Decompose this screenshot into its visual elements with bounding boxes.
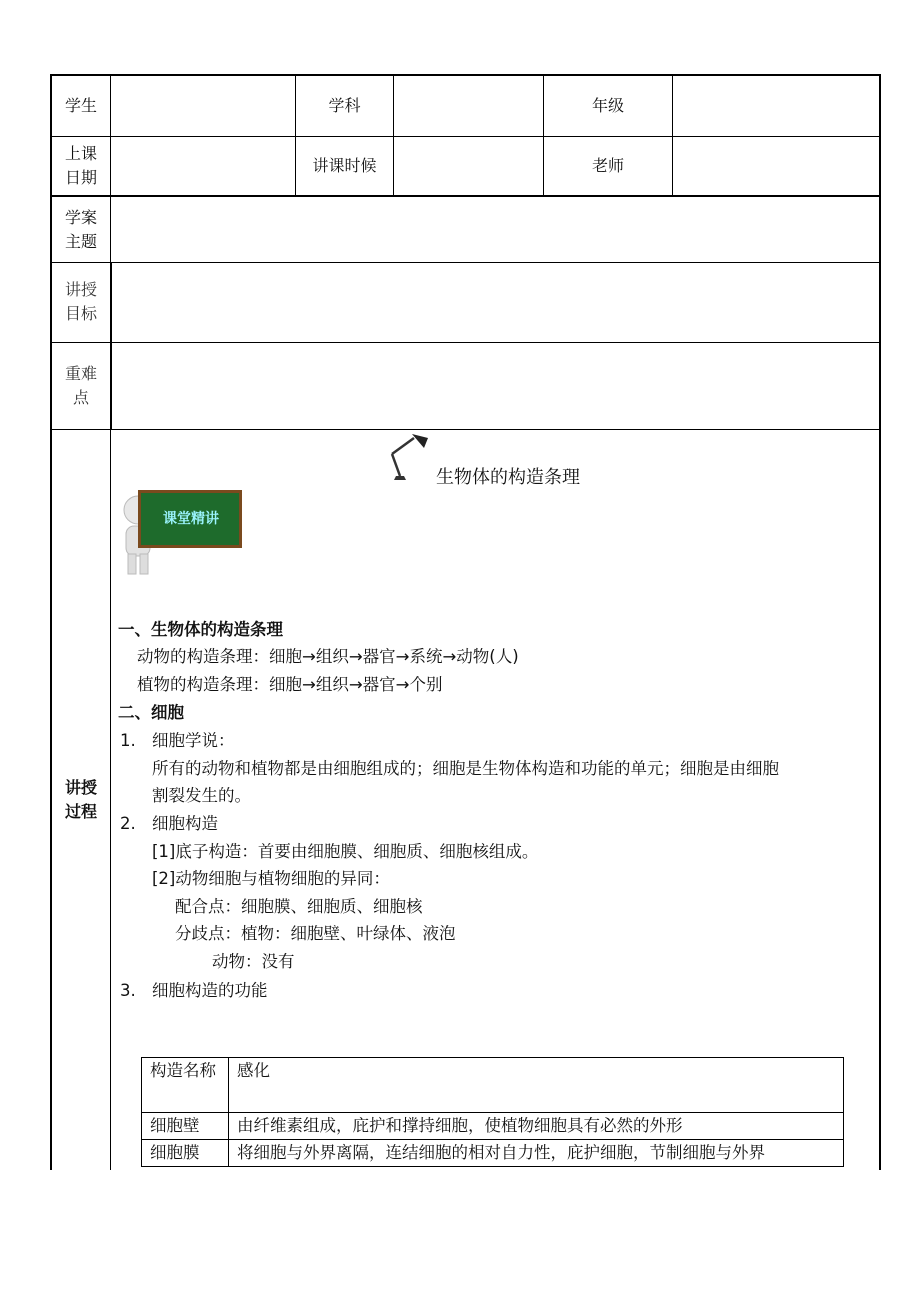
row-divider	[50, 195, 881, 197]
row-divider	[50, 342, 881, 343]
plant-structure-line: 植物的构造条理：细胞→组织→器官→个别	[137, 675, 443, 694]
item2-sub1: [1]底子构造：首要由细胞膜、细胞质、细胞核组成。	[152, 842, 539, 861]
item2-number: 2.	[120, 814, 136, 833]
process-label: 讲授 过程	[64, 778, 97, 821]
time-label: 讲课时候	[312, 156, 377, 175]
section2-heading: 二、细胞	[118, 703, 184, 722]
table-row	[142, 1140, 844, 1167]
table-cell: 由纤维素组成，庇护和撑持细胞，使植物细胞具有必然的外形	[229, 1113, 844, 1140]
lesson-title: 生物体的构造条理	[436, 467, 580, 488]
subject-label: 学科	[328, 96, 361, 115]
table-cell: 细胞膜	[142, 1140, 229, 1167]
page-bottom-margin	[0, 1170, 920, 1302]
classroom-badge	[118, 490, 242, 576]
item2-diff: 分歧点：植物：细胞壁、叶绿体、液泡	[175, 924, 456, 943]
col-divider	[110, 262, 112, 430]
key-points-label: 重难 点	[64, 364, 97, 407]
section1-heading: 一、生物体的构造条理	[118, 620, 283, 639]
table-cell: 细胞壁	[142, 1113, 229, 1140]
item1-body-line2: 割裂发生的。	[152, 786, 251, 805]
col-divider	[110, 74, 111, 1170]
item2-title: 细胞构造	[152, 814, 218, 833]
table-row	[142, 1113, 844, 1140]
item1-title: 细胞学说：	[152, 731, 235, 750]
teacher-label: 老师	[591, 156, 624, 175]
item1-number: 1.	[120, 731, 136, 750]
row-divider	[50, 429, 881, 430]
animal-structure-line: 动物的构造条理：细胞→组织→器官→系统→动物(人)	[137, 647, 519, 666]
student-label: 学生	[64, 96, 97, 115]
item3-title: 细胞构造的功能	[152, 981, 268, 1000]
item2-sub2: [2]动物细胞与植物细胞的异同：	[152, 869, 390, 888]
row-divider	[50, 136, 881, 137]
item3-number: 3.	[120, 981, 136, 1000]
table-header-cell: 构造名称	[142, 1058, 229, 1113]
chalkboard	[138, 490, 242, 548]
cell-structure-table	[141, 1057, 844, 1167]
col-divider	[672, 74, 673, 195]
topic-label: 学案 主题	[64, 208, 97, 251]
table-header-row	[142, 1058, 844, 1113]
item2-animal: 动物：没有	[212, 952, 295, 971]
col-divider	[393, 74, 394, 195]
grade-label: 年级	[591, 96, 624, 115]
table-header-cell: 感化	[229, 1058, 844, 1113]
table-cell: 将细胞与外界离隔，连结细胞的相对自力性，庇护细胞，节制细胞与外界	[229, 1140, 844, 1167]
row-divider	[50, 262, 881, 263]
item1-body-line1: 所有的动物和植物都是由细胞组成的；细胞是生物体构造和功能的单元；细胞是由细胞	[152, 759, 779, 778]
badge-text: 课堂精讲	[163, 511, 219, 527]
goal-label: 讲授 目标	[64, 280, 97, 323]
item2-same: 配合点：细胞膜、细胞质、细胞核	[175, 897, 423, 916]
date-label: 上课 日期	[64, 144, 97, 187]
desk-lamp-icon	[384, 430, 432, 484]
